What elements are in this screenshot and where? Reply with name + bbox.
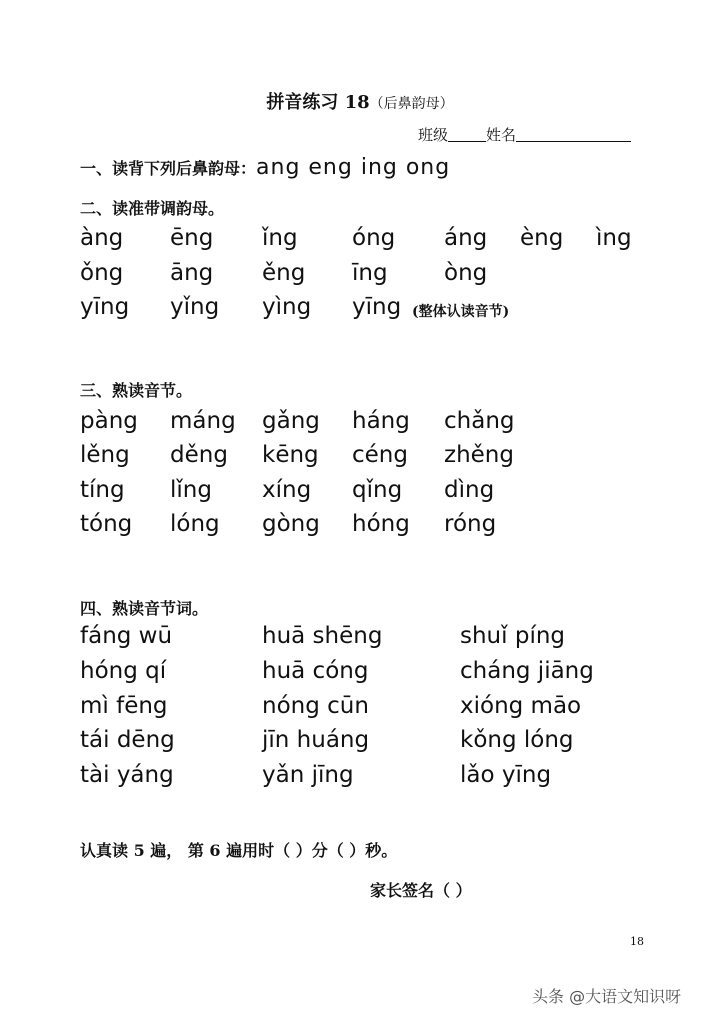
name-label: 姓名	[486, 126, 517, 144]
section2-syllable: yīng	[352, 294, 402, 320]
section2-syllable: òng	[444, 260, 488, 286]
section4-syllable: lǎo yīng	[460, 762, 552, 788]
section4-syllable: hóng qí	[80, 658, 167, 684]
page-title	[0, 88, 720, 114]
page-number: 18	[630, 935, 644, 948]
section2-syllable: ǒng	[80, 260, 124, 286]
section4-syllable: tài yáng	[80, 762, 174, 788]
reading-time-line: 认真读 5 遍， 第 6 遍用时（ ）分（ ）秒。	[80, 841, 398, 860]
whole-syllable-note: (整体认读音节)	[412, 304, 510, 320]
section4-syllable: yǎn jīng	[262, 762, 354, 788]
section2-syllable: āng	[170, 260, 214, 286]
section2-syllable: ěng	[262, 260, 306, 286]
section2-syllable: óng	[352, 225, 396, 251]
watermark: 头条 @大语文知识呀	[532, 987, 682, 1006]
section3-syllable: pàng	[80, 408, 138, 434]
class-blank[interactable]	[448, 126, 486, 142]
section4-syllable: xióng māo	[460, 693, 582, 719]
section2-syllable: yǐng	[170, 294, 220, 320]
section2-syllable: ìng	[596, 225, 632, 251]
section3-syllable: tóng	[80, 511, 133, 537]
section3-syllable: háng	[352, 408, 410, 434]
section4-syllable: jīn huáng	[262, 727, 370, 753]
section3-heading: 三、熟读音节。	[80, 381, 193, 400]
section4-syllable: fáng wū	[80, 623, 173, 649]
section3-syllable: hóng	[352, 511, 410, 537]
title-sub: （后鼻韵母）	[369, 96, 454, 112]
section3-syllable: dìng	[444, 477, 495, 503]
section3-syllable: máng	[170, 408, 236, 434]
name-blank[interactable]	[516, 126, 631, 142]
section1-heading-line	[80, 155, 450, 180]
section4-syllable: cháng jiāng	[460, 658, 594, 684]
section2-syllable: yīng	[80, 294, 130, 320]
section3-syllable: děng	[170, 442, 228, 468]
section2-syllable: yìng	[262, 294, 312, 320]
section2-syllable: áng	[444, 225, 488, 251]
section4-syllable: shuǐ píng	[460, 623, 566, 649]
section3-syllable: xíng	[262, 477, 312, 503]
section4-syllable: kǒng lóng	[460, 727, 574, 753]
title-main: 拼音练习 18	[266, 92, 370, 113]
section2-syllable: ǐng	[262, 225, 298, 251]
section3-syllable: zhěng	[444, 442, 514, 468]
class-name-line	[418, 124, 631, 145]
section2-syllable: èng	[520, 225, 564, 251]
section4-syllable: mì fēng	[80, 693, 168, 719]
section2-syllable: àng	[80, 225, 124, 251]
class-label: 班级	[418, 126, 449, 144]
section3-syllable: lóng	[170, 511, 220, 537]
section3-syllable: kēng	[262, 442, 319, 468]
section2-syllable: īng	[352, 260, 388, 286]
section3-syllable: tíng	[80, 477, 125, 503]
section3-syllable: qǐng	[352, 477, 403, 503]
section2-heading: 二、读准带调韵母。	[80, 199, 225, 218]
section4-heading: 四、熟读音节词。	[80, 599, 209, 618]
section4-syllable: tái dēng	[80, 727, 175, 753]
section4-syllable: nóng cūn	[262, 693, 369, 719]
section3-syllable: róng	[444, 511, 497, 537]
section1-finals: ang eng ing ong	[256, 155, 451, 180]
section1-heading: 一、读背下列后鼻韵母：	[80, 159, 257, 178]
section3-syllable: lěng	[80, 442, 130, 468]
section3-syllable: chǎng	[444, 408, 515, 434]
parent-signature-line: 家长签名（ ）	[370, 881, 472, 900]
section3-syllable: gòng	[262, 511, 320, 537]
section3-syllable: lǐng	[170, 477, 212, 503]
section3-syllable: céng	[352, 442, 408, 468]
section2-syllable: ēng	[170, 225, 214, 251]
section3-syllable: gǎng	[262, 408, 320, 434]
section4-syllable: huā shēng	[262, 623, 383, 649]
section4-syllable: huā cóng	[262, 658, 369, 684]
